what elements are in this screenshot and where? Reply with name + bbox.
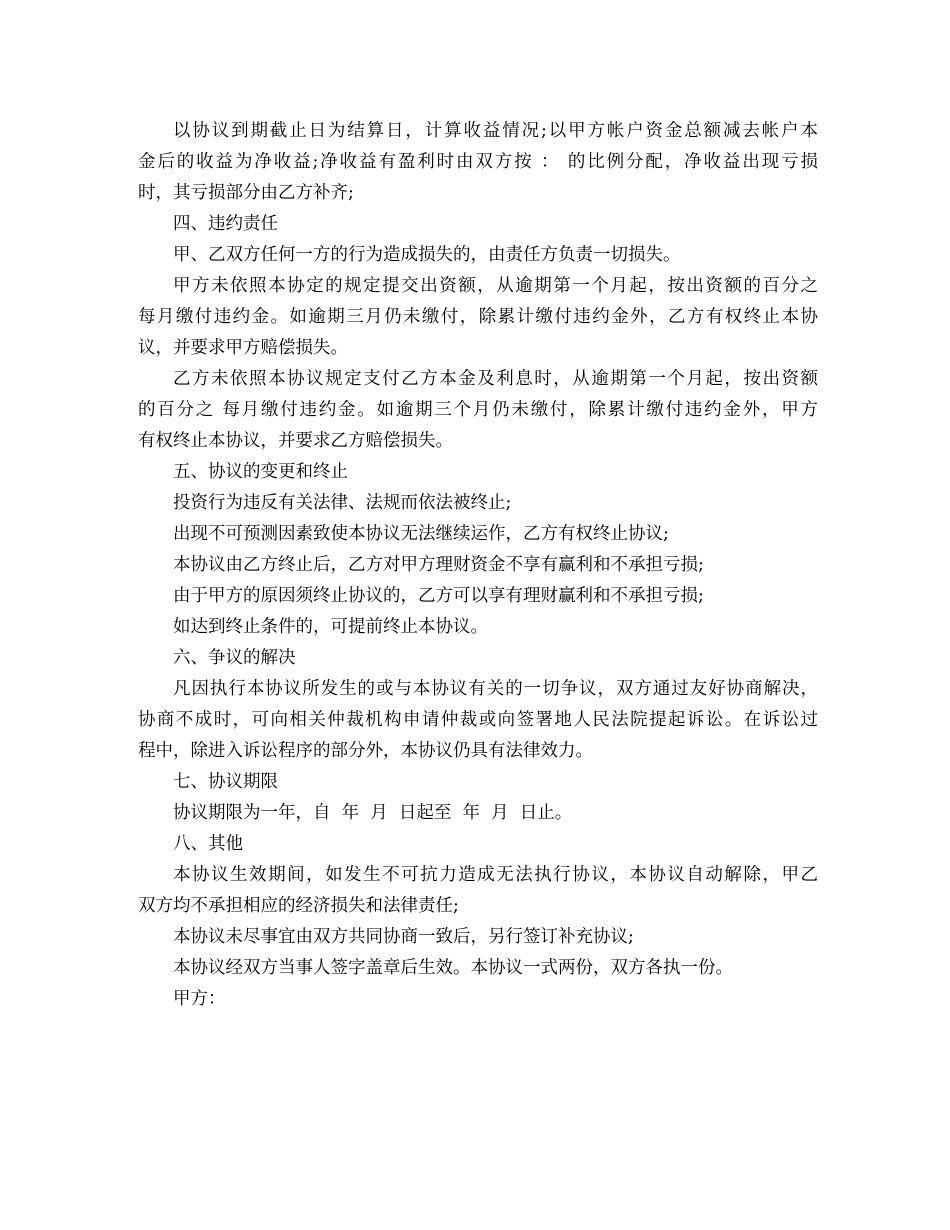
section-heading: 六、争议的解决: [173, 648, 296, 668]
document-body: [138, 116, 818, 1015]
paragraph-line: 议，并要求甲方赔偿损失。: [138, 338, 348, 358]
paragraph-line: 金后的收益为净收益;净收益有盈利时由双方按 ： 的比例分配，净收益出现亏损: [138, 152, 818, 172]
paragraph-line: 甲方未依照本协定的规定提交出资额，从逾期第一个月起，按出资额的百分之: [173, 276, 818, 296]
paragraph-line: 程中，除进入诉讼程序的部分外，本协议仍具有法律效力。: [138, 741, 593, 761]
paragraph-line: 有权终止本协议，并要求乙方赔偿损失。: [138, 431, 453, 451]
section-heading: 七、协议期限: [173, 772, 278, 792]
paragraph-line: 双方均不承担相应的经济损失和法律责任;: [138, 896, 459, 916]
signature-label: 甲方：: [173, 989, 226, 1009]
paragraph-line: 以协议到期截止日为结算日，计算收益情况;以甲方帐户资金总额减去帐户本: [173, 121, 818, 141]
paragraph-line: 本协议生效期间，如发生不可抗力造成无法执行协议，本协议自动解除，甲乙: [173, 865, 818, 885]
paragraph-line: 如达到终止条件的，可提前终止本协议。: [173, 617, 488, 637]
paragraph-line: 本协议经双方当事人签字盖章后生效。本协议一式两份，双方各执一份。: [173, 958, 733, 978]
paragraph-line: 出现不可预测因素致使本协议无法继续运作，乙方有权终止协议;: [173, 524, 669, 544]
paragraph-line: 协议期限为一年，自 年 月 日起至 年 月 日止。: [173, 803, 573, 823]
paragraph-line: 的百分之 每月缴付违约金。如逾期三个月仍未缴付，除累计缴付违约金外，甲方: [138, 400, 818, 420]
section-heading: 五、协议的变更和终止: [173, 462, 348, 482]
paragraph-line: 本协议由乙方终止后，乙方对甲方理财资金不享有赢利和不承担亏损;: [173, 555, 704, 575]
paragraph-line: 协商不成时，可向相关仲裁机构申请仲裁或向签署地人民法院提起诉讼。在诉讼过: [138, 710, 818, 730]
paragraph-line: 本协议未尽事宜由双方共同协商一致后，另行签订补充协议;: [173, 927, 634, 947]
paragraph-line: 凡因执行本协议所发生的或与本协议有关的一切争议，双方通过友好协商解决，: [173, 679, 818, 699]
paragraph-line: 乙方未依照本协议规定支付乙方本金及利息时，从逾期第一个月起，按出资额: [173, 369, 818, 389]
paragraph-line: 时，其亏损部分由乙方补齐;: [138, 183, 354, 203]
paragraph-line: 甲、乙双方任何一方的行为造成损失的，由责任方负责一切损失。: [173, 245, 681, 265]
paragraph-line: 由于甲方的原因须终止协议的，乙方可以享有理财赢利和不承担亏损;: [173, 586, 704, 606]
section-heading: 八、其他: [173, 834, 243, 854]
section-heading: 四、违约责任: [173, 214, 278, 234]
paragraph-line: 每月缴付违约金。如逾期三月仍未缴付，除累计缴付违约金外，乙方有权终止本协: [138, 307, 818, 327]
paragraph-line: 投资行为违反有关法律、法规而依法被终止;: [173, 493, 512, 513]
